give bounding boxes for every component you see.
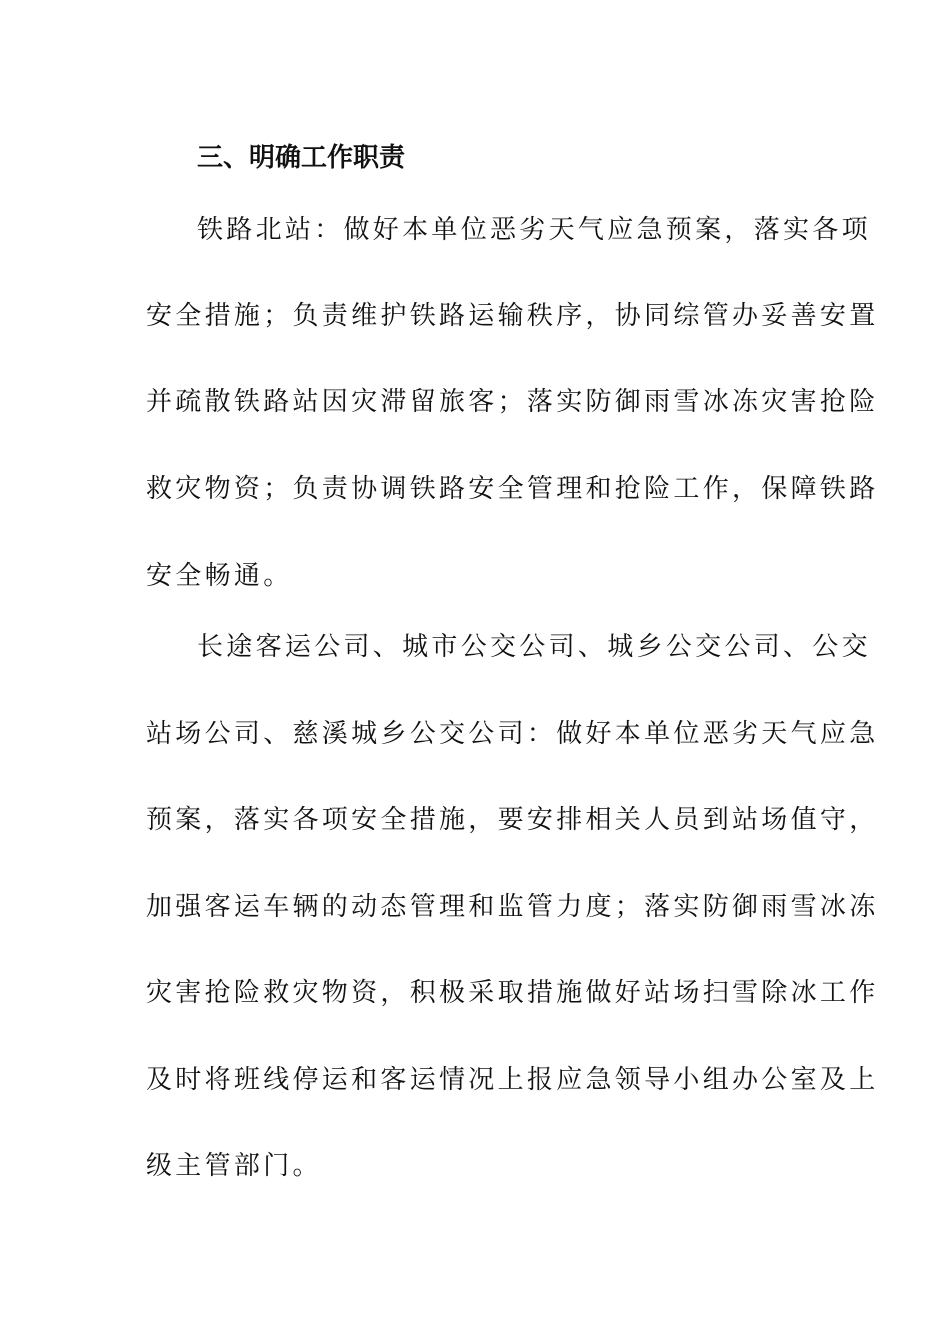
paragraph-2-line-6: 及时将班线停运和客运情况上报应急领导小组办公室及上	[146, 1065, 879, 1095]
paragraph-2-line-4: 加强客运车辆的动态管理和监管力度；落实防御雨雪冰冻	[146, 892, 879, 922]
paragraph-1-line-1: 铁路北站：做好本单位恶劣天气应急预案，落实各项	[197, 215, 871, 245]
paragraph-1-line-2: 安全措施；负责维护铁路运输秩序，协同综管办妥善安置	[146, 301, 879, 331]
paragraph-2-line-7: 级主管部门。	[146, 1151, 322, 1181]
paragraph-1-line-4: 救灾物资；负责协调铁路安全管理和抢险工作，保障铁路	[146, 474, 879, 504]
paragraph-1-line-5: 安全畅通。	[146, 561, 293, 591]
section-heading: 三、明确工作职责	[197, 143, 406, 173]
paragraph-2-line-2: 站场公司、慈溪城乡公交公司：做好本单位恶劣天气应急	[146, 719, 879, 749]
paragraph-2-line-5: 灾害抢险救灾物资，积极采取措施做好站场扫雪除冰工作	[146, 978, 879, 1008]
paragraph-2-line-1: 长途客运公司、城市公交公司、城乡公交公司、公交	[197, 632, 871, 662]
paragraph-1-line-3: 并疏散铁路站因灾滞留旅客；落实防御雨雪冰冻灾害抢险	[146, 387, 879, 417]
paragraph-2-line-3: 预案，落实各项安全措施，要安排相关人员到站场值守，	[146, 805, 879, 835]
